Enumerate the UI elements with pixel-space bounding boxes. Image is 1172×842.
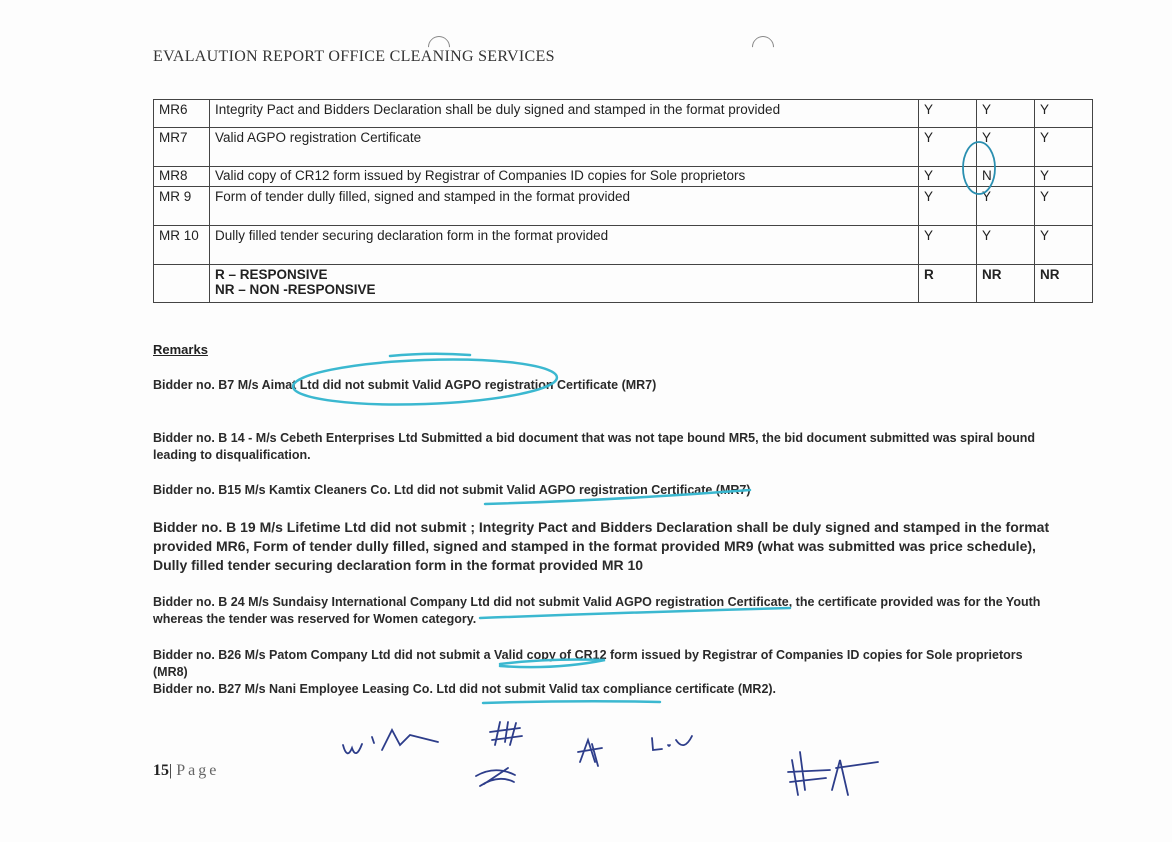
remarks-heading: Remarks bbox=[153, 342, 208, 357]
remark-item: Bidder no. B 19 M/s Lifetime Ltd did not submit ; Integrity Pact and Bidders Declaration shall be duly signed and stamped in the format provided MR6, Form of tender dully filled, signed and stamped in the format provided MR9 (what was submitted was price schedule), Dully filled tender securing declaration form in the format provided MR 10 bbox=[153, 519, 1050, 573]
handwritten-signature bbox=[490, 722, 522, 745]
remark-item: Bidder no. B7 M/s Aimat Ltd did not submit Valid AGPO registration Certificate (MR7) bbox=[153, 378, 657, 392]
requirement-code: MR7 bbox=[154, 128, 210, 167]
bidder-result-cell: Y bbox=[1035, 100, 1093, 128]
page-number: 15 bbox=[153, 762, 169, 779]
bidder-overall-result: R bbox=[919, 265, 977, 303]
bidder-result-cell: Y bbox=[977, 187, 1035, 226]
bidder-result-cell: Y bbox=[1035, 187, 1093, 226]
handwritten-signature bbox=[343, 730, 438, 753]
handwritten-signature bbox=[476, 768, 515, 786]
remark-item: Bidder no. B 24 M/s Sundaisy International Company Ltd did not submit Valid AGPO registration Certificate, the certificate provided was for the Youth whereas the tender was reserved for Women category. bbox=[153, 595, 1041, 626]
requirement-code: MR 10 bbox=[154, 226, 210, 265]
requirement-description: Dully filled tender securing declaration form in the format provided bbox=[210, 226, 919, 265]
bidder-result-cell: Y bbox=[1035, 167, 1093, 187]
handwritten-signature bbox=[652, 736, 692, 750]
bidder-result-cell: Y bbox=[919, 128, 977, 167]
page-footer bbox=[153, 762, 219, 780]
remark-item: Bidder no. B 14 - M/s Cebeth Enterprises Ltd Submitted a bid document that was not tape bound MR5, the bid document submitted was spiral bound leading to disqualification. bbox=[153, 431, 1036, 462]
bidder-result-cell: Y bbox=[977, 226, 1035, 265]
handwritten-signature bbox=[788, 752, 878, 795]
bidder-result-cell: Y bbox=[977, 100, 1035, 128]
remark-item: Bidder no. B26 M/s Patom Company Ltd did not submit a Valid copy of CR12 form issued by Registrar of Companies ID copies for Sole proprietors (MR8) bbox=[153, 648, 1023, 679]
page-separator: | bbox=[169, 762, 173, 779]
requirement-code: MR 9 bbox=[154, 187, 210, 226]
legend-responsive: R – RESPONSIVE bbox=[215, 267, 328, 282]
handwritten-signature bbox=[578, 740, 602, 766]
bidder-result-cell: Y bbox=[1035, 226, 1093, 265]
page-label: Page bbox=[176, 762, 220, 779]
bidder-result-cell: Y bbox=[1035, 128, 1093, 167]
bidder-result-cell: Y bbox=[919, 187, 977, 226]
bidder-result-cell: Y bbox=[919, 167, 977, 187]
bidder-result-cell: Y bbox=[977, 128, 1035, 167]
bidder-result-cell: Y bbox=[919, 100, 977, 128]
requirement-code: MR8 bbox=[154, 167, 210, 187]
bidder-result-cell: Y bbox=[919, 226, 977, 265]
report-header-title: EVALAUTION REPORT OFFICE CLEANING SERVICES bbox=[153, 48, 555, 65]
requirement-description: Integrity Pact and Bidders Declaration shall be duly signed and stamped in the format provided bbox=[210, 100, 919, 128]
bidder-overall-result: NR bbox=[977, 265, 1035, 303]
remark-item: Bidder no. B15 M/s Kamtix Cleaners Co. Ltd did not submit Valid AGPO registration Certificate (MR7) bbox=[153, 483, 751, 497]
legend-non-responsive: NR – NON -RESPONSIVE bbox=[215, 282, 376, 297]
requirement-description: Valid copy of CR12 form issued by Registrar of Companies ID copies for Sole proprietors bbox=[210, 167, 919, 187]
remark-item: Bidder no. B27 M/s Nani Employee Leasing Co. Ltd did not submit Valid tax compliance certificate (MR2). bbox=[153, 682, 777, 696]
bidder-result-cell: N bbox=[977, 167, 1035, 187]
requirement-description: Valid AGPO registration Certificate bbox=[210, 128, 919, 167]
bidder-overall-result: NR bbox=[1035, 265, 1093, 303]
requirement-code: MR6 bbox=[154, 100, 210, 128]
requirement-description: Form of tender dully filled, signed and stamped in the format provided bbox=[210, 187, 919, 226]
